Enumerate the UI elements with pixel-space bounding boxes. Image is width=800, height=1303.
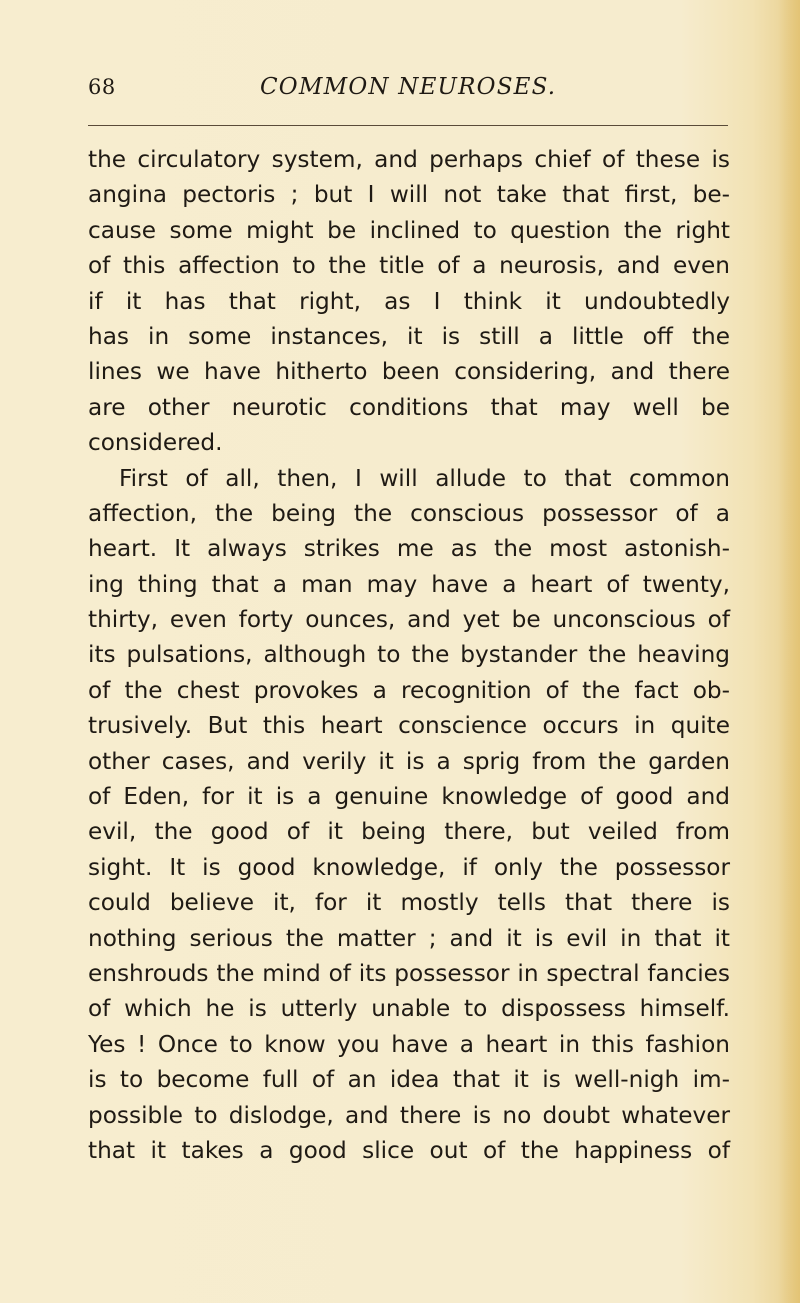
text-line: has in some instances, it is still a little off the [88,322,730,350]
text-line: enshrouds the mind of its possessor in spectral fancies [88,959,730,987]
text-line: of Eden, for it is a genuine knowledge of good and [88,783,730,811]
paragraph-end-line: considered. [88,429,223,457]
paragraph-start-line: First of all, then, I will allude to that common [119,464,730,492]
text-line: of this affection to the title of a neurosis, and even [88,252,730,280]
text-line: angina pectoris ; but I will not take that first, be- [88,181,730,209]
text-line: is to become full of an idea that it is well-nigh im- [88,1066,730,1094]
text-line: if it has that right, as I think it undoubtedly [88,287,730,315]
page-number: 68 [88,75,116,99]
page-header [88,72,728,112]
text-line: affection, the being the conscious possessor of a [88,499,730,527]
running-head: COMMON NEUROSES. [260,74,557,100]
text-line: cause some might be inclined to question the right [88,216,730,244]
text-line: its pulsations, although to the bystander the heaving [88,641,730,669]
text-line: could believe it, for it mostly tells that there is [88,889,730,917]
text-line: thirty, even forty ounces, and yet be unconscious of [88,606,730,634]
text-line: sight. It is good knowledge, if only the possessor [88,853,730,881]
text-line: trusively. But this heart conscience occurs in quite [88,712,730,740]
text-line: nothing serious the matter ; and it is evil in that it [88,924,730,952]
text-line: of which he is utterly unable to dispossess himself. [88,995,730,1023]
header-rule [88,125,728,126]
text-line: of the chest provokes a recognition of the fact ob- [88,676,730,704]
text-line: other cases, and verily it is a sprig from the garden [88,747,730,775]
text-line: heart. It always strikes me as the most astonish- [88,535,730,563]
text-line: that it takes a good slice out of the happiness of [88,1136,730,1164]
text-line: are other neurotic conditions that may well be [88,393,730,421]
text-line: lines we have hitherto been considering, and there [88,358,730,386]
text-line: possible to dislodge, and there is no doubt whatever [88,1101,730,1129]
text-line: the circulatory system, and perhaps chief of these is [88,146,730,173]
text-line: ing thing that a man may have a heart of twenty, [88,570,730,598]
body-text [88,142,730,1168]
text-line: evil, the good of it being there, but veiled from [88,818,730,846]
text-line: Yes ! Once to know you have a heart in this fashion [88,1030,730,1058]
